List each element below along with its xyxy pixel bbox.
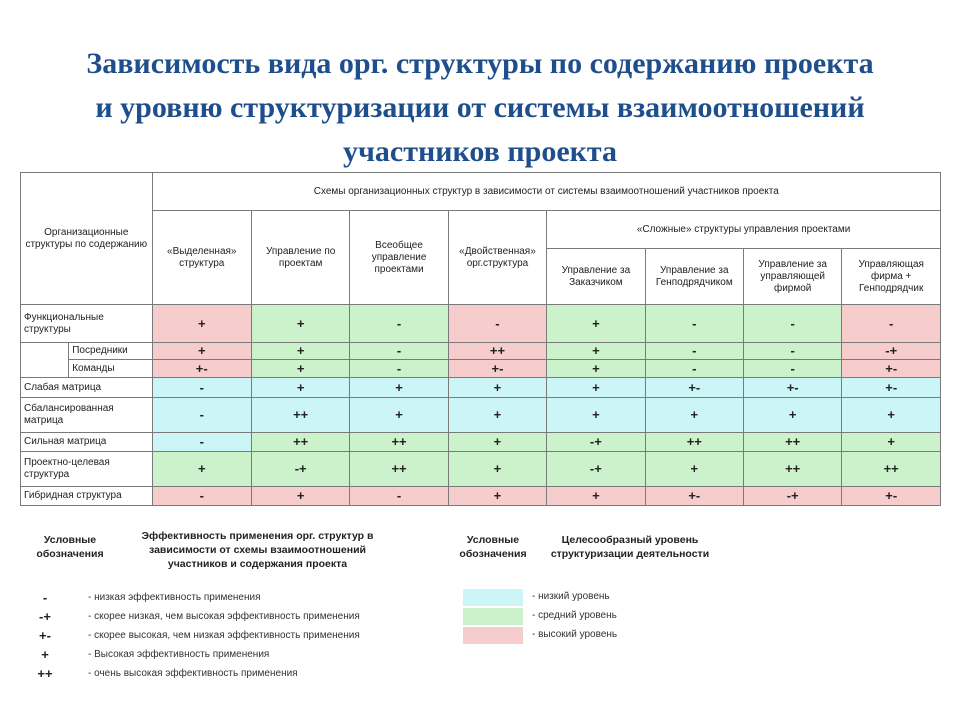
legend-item	[20, 646, 420, 664]
column-header: Управление по проектам	[251, 211, 349, 305]
effectiveness-cell: ++	[350, 452, 448, 487]
effectiveness-cell: ++	[448, 343, 546, 360]
legend-text: - низкий уровень	[532, 591, 610, 602]
effectiveness-cell: +	[448, 433, 546, 452]
legend-text: - очень высокая эффективность применения	[88, 668, 298, 679]
column-header: Управляющая фирма + Генподрядчик	[842, 249, 941, 305]
column-header: Управление за Генподрядчиком	[645, 249, 743, 305]
effectiveness-cell: +-	[152, 360, 251, 378]
legend-color-swatch	[463, 589, 523, 606]
effectiveness-cell: +	[251, 378, 349, 398]
effectiveness-cell: +	[842, 433, 941, 452]
effectiveness-cell: -	[350, 360, 448, 378]
sub-row-indent	[21, 343, 69, 378]
row-label: Сильная матрица	[21, 433, 153, 452]
effectiveness-cell: -	[350, 343, 448, 360]
legend-text: - средний уровень	[532, 610, 617, 621]
effectiveness-cell: +	[547, 378, 645, 398]
effectiveness-cell: -	[152, 433, 251, 452]
legend-text: - скорее высокая, чем низкая эффективность применения	[88, 630, 360, 641]
legend-text: - Высокая эффективность применения	[88, 649, 270, 660]
effectiveness-cell: +	[152, 452, 251, 487]
effectiveness-cell: -	[645, 360, 743, 378]
page-title	[0, 42, 960, 174]
title-line-3: участников проекта	[342, 135, 618, 168]
effectiveness-cell: -	[645, 343, 743, 360]
legend-item	[20, 608, 420, 626]
effectiveness-cell: +	[448, 378, 546, 398]
row-label: Функциональные структуры	[21, 305, 153, 343]
corner-header: Организационные структуры по содержанию	[21, 173, 153, 305]
effectiveness-cell: +	[448, 487, 546, 506]
table-row	[21, 487, 941, 506]
legend-symbols-header: Условные обозначения	[36, 534, 104, 560]
table-row	[21, 343, 941, 360]
effectiveness-table	[20, 172, 941, 506]
effectiveness-cell: -+	[743, 487, 841, 506]
effectiveness-cell: +	[645, 398, 743, 433]
effectiveness-cell: +	[448, 452, 546, 487]
legend-item	[20, 589, 420, 607]
effectiveness-cell: +	[251, 360, 349, 378]
effectiveness-cell: -	[152, 398, 251, 433]
legend-text: - скорее низкая, чем высокая эффективность применения	[88, 611, 360, 622]
column-header: «Двойственная» орг.структура	[448, 211, 546, 305]
effectiveness-cell: +-	[842, 487, 941, 506]
effectiveness-cell: -	[350, 487, 448, 506]
effectiveness-cell: ++	[743, 452, 841, 487]
effectiveness-cell: +	[152, 343, 251, 360]
effectiveness-cell: ++	[251, 433, 349, 452]
row-label: Слабая матрица	[21, 378, 153, 398]
column-header: «Выделенная» структура	[152, 211, 251, 305]
title-line-2: и уровню структуризации от системы взаимоотношений	[95, 91, 865, 124]
table-row	[21, 378, 941, 398]
table-row	[21, 305, 941, 343]
effectiveness-cell: -	[743, 305, 841, 343]
effectiveness-cell: -	[743, 360, 841, 378]
effectiveness-cell: -+	[251, 452, 349, 487]
legend-item	[20, 627, 420, 645]
complex-structures-header: «Сложные» структуры управления проектами	[547, 211, 941, 249]
effectiveness-cell: ++	[842, 452, 941, 487]
legend-color-swatch	[463, 608, 523, 625]
title-line-1: Зависимость вида орг. структуры по содержанию проекта	[86, 47, 874, 80]
effectiveness-cell: -	[743, 343, 841, 360]
legend-color-swatch	[463, 627, 523, 644]
effectiveness-cell: ++	[251, 398, 349, 433]
effectiveness-cell: +	[350, 398, 448, 433]
effectiveness-cell: +	[547, 360, 645, 378]
table-row	[21, 398, 941, 433]
effectiveness-cell: ++	[743, 433, 841, 452]
row-label: Сбалансированная матрица	[21, 398, 153, 433]
legend-right-symbols-header: Условные обозначения	[459, 534, 527, 560]
effectiveness-cell: +-	[743, 378, 841, 398]
effectiveness-cell: +-	[645, 487, 743, 506]
effectiveness-cell: -	[645, 305, 743, 343]
effectiveness-cell: ++	[350, 433, 448, 452]
effectiveness-cell: +	[547, 398, 645, 433]
effectiveness-cell: +-	[448, 360, 546, 378]
effectiveness-cell: -	[448, 305, 546, 343]
effectiveness-cell: -	[152, 487, 251, 506]
effectiveness-cell: +	[547, 305, 645, 343]
table-row	[21, 452, 941, 487]
effectiveness-cell: -+	[842, 343, 941, 360]
column-header: Управление за управляющей фирмой	[743, 249, 841, 305]
effectiveness-cell: -+	[547, 433, 645, 452]
effectiveness-cell: +	[251, 305, 349, 343]
legend-symbol: -	[42, 590, 48, 605]
effectiveness-cell: -	[842, 305, 941, 343]
row-label: Гибридная структура	[21, 487, 153, 506]
effectiveness-cell: +-	[645, 378, 743, 398]
legend-right-meaning-header: Целесообразный уровень структуризации деятельности	[550, 534, 710, 560]
table-row	[21, 360, 941, 378]
row-label: Проектно-целевая структура	[21, 452, 153, 487]
row-label: Команды	[69, 360, 152, 378]
effectiveness-cell: +	[842, 398, 941, 433]
effectiveness-cell: +-	[842, 360, 941, 378]
legend-symbol: +	[41, 647, 49, 662]
legend-meaning-header: Эффективность применения орг. структур в зависимости от схемы взаимоотношений участников и содержания проекта	[141, 530, 374, 570]
effectiveness-cell: +-	[842, 378, 941, 398]
column-header: Управление за Заказчиком	[547, 249, 645, 305]
table-row	[21, 433, 941, 452]
column-header: Всеобщее управление проектами	[350, 211, 448, 305]
legend-symbol: +-	[39, 628, 51, 643]
effectiveness-cell: -	[350, 305, 448, 343]
row-label: Посредники	[69, 343, 152, 360]
effectiveness-cell: +	[645, 452, 743, 487]
effectiveness-cell: +	[547, 487, 645, 506]
effectiveness-cell: +	[152, 305, 251, 343]
legend-symbol: -+	[39, 609, 51, 624]
effectiveness-cell: -	[152, 378, 251, 398]
effectiveness-cell: +	[251, 343, 349, 360]
effectiveness-cell: ++	[645, 433, 743, 452]
legend-symbol: ++	[37, 666, 53, 681]
legend-item	[20, 665, 420, 683]
effectiveness-cell: +	[251, 487, 349, 506]
effectiveness-cell: +	[547, 343, 645, 360]
legend-text: - высокий уровень	[532, 629, 618, 640]
effectiveness-cell: +	[350, 378, 448, 398]
super-header: Схемы организационных структур в зависимости от системы взаимоотношений участников проекта	[152, 173, 940, 211]
legend-text: - низкая эффективность применения	[88, 592, 261, 603]
effectiveness-cell: -+	[547, 452, 645, 487]
effectiveness-cell: +	[743, 398, 841, 433]
effectiveness-cell: +	[448, 398, 546, 433]
